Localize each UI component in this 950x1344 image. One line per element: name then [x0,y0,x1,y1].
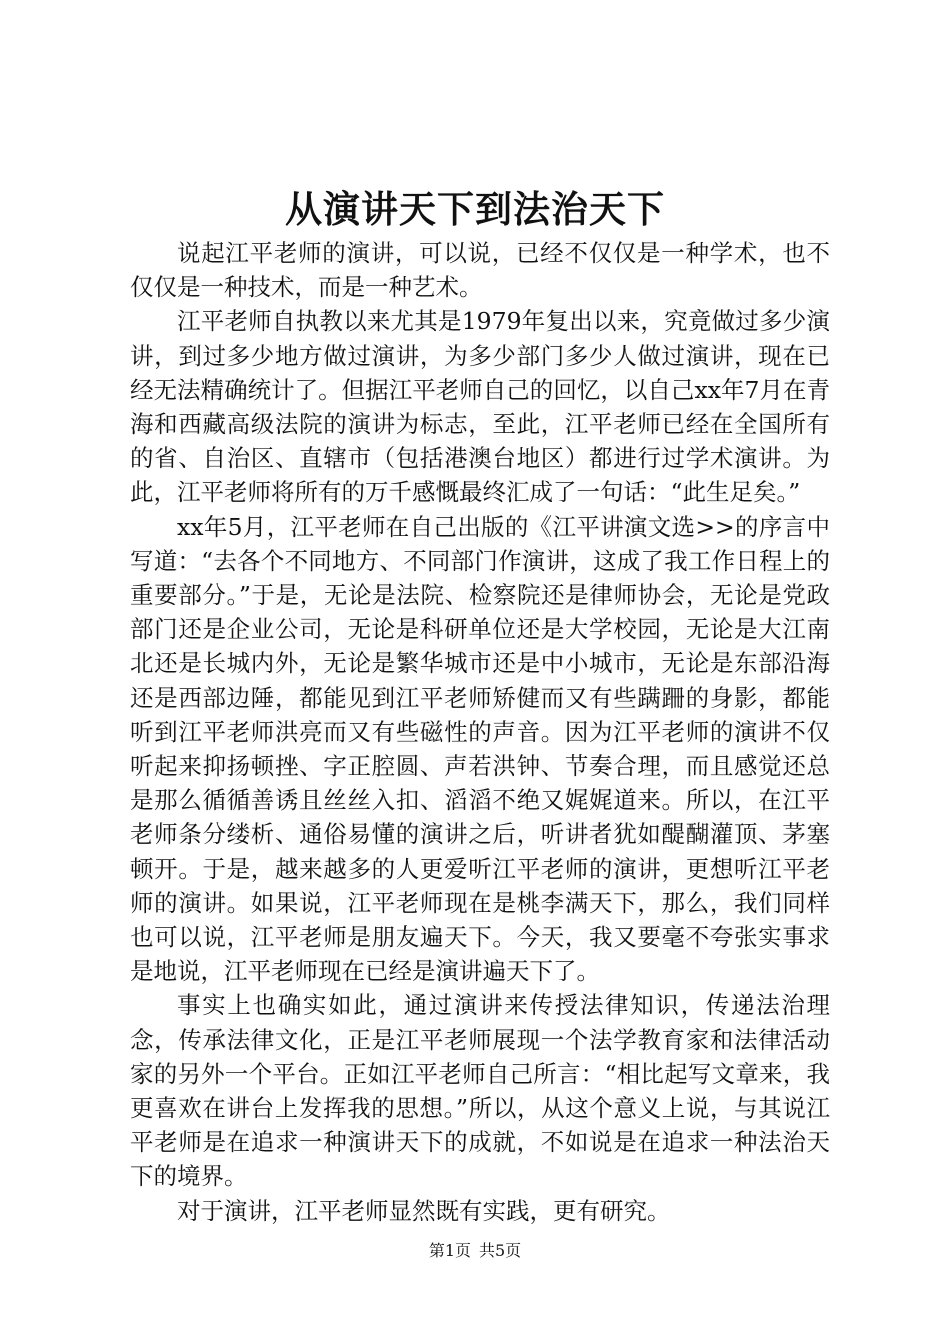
page-footer [0,1241,950,1261]
paragraph: 说起江平老师的演讲，可以说，已经不仅仅是一种学术，也不仅仅是一种技术，而是一种艺术。 [130,239,830,302]
document-title: 从演讲天下到法治天下 [285,187,665,231]
paragraph: 江平老师自执教以来尤其是1979年复出以来，究竟做过多少演讲，到过多少地方做过演讲，为多少部门多少人做过演讲，现在已经无法精确统计了。但据江平老师自己的回忆，以自己xx年7月在青海和西藏高级法院的演讲为标志，至此，江平老师已经在全国所有的省、自治区、直辖市（包括港澳台地区）都进行过学术演讲。为此，江平老师将所有的万千感慨最终汇成了一句话：“此生足矣。” [130,307,830,507]
paragraph: 对于演讲，江平老师显然既有实践，更有研究。 [177,1196,671,1225]
paragraph: 事实上也确实如此，通过演讲来传授法律知识，传递法治理念，传承法律文化，正是江平老师展现一个法学教育家和法律活动家的另外一个平台。正如江平老师自己所言：“相比起写文章来，我更喜欢在讲台上发挥我的思想。”所以，从这个意义上说，与其说江平老师是在追求一种演讲天下的成就，不如说是在追求一种法治天下的境界。 [130,991,830,1191]
paragraph: xx年5月，江平老师在自己出版的《江平讲演文选>>的序言中写道：“去各个不同地方、不同部门作演讲，这成了我工作日程上的重要部分。”于是，无论是法院、检察院还是律师协会，无论是党政部门还是企业公司，无论是科研单位还是大学校园，无论是大江南北还是长城内外，无论是繁华城市还是中小城市，无论是东部沿海还是西部边陲，都能见到江平老师矫健而又有些蹒跚的身影，都能听到江平老师洪亮而又有些磁性的声音。因为江平老师的演讲不仅听起来抑扬顿挫、字正腔圆、声若洪钟、节奏合理，而且感觉还总是那么循循善诱且丝丝入扣、滔滔不绝又娓娓道来。所以，在江平老师条分缕析、通俗易懂的演讲之后，听讲者犹如醍醐灌顶、茅塞顿开。于是，越来越多的人更爱听江平老师的演讲，更想听江平老师的演讲。如果说，江平老师现在是桃李满天下，那么，我们同样也可以说，江平老师是朋友遍天下。今天，我又要毫不夸张实事求是地说，江平老师现在已经是演讲遍天下了。 [130,512,830,986]
document-body [130,236,830,1228]
page-number: 第1页 [428,1241,471,1260]
page-total: 共5页 [479,1241,522,1260]
